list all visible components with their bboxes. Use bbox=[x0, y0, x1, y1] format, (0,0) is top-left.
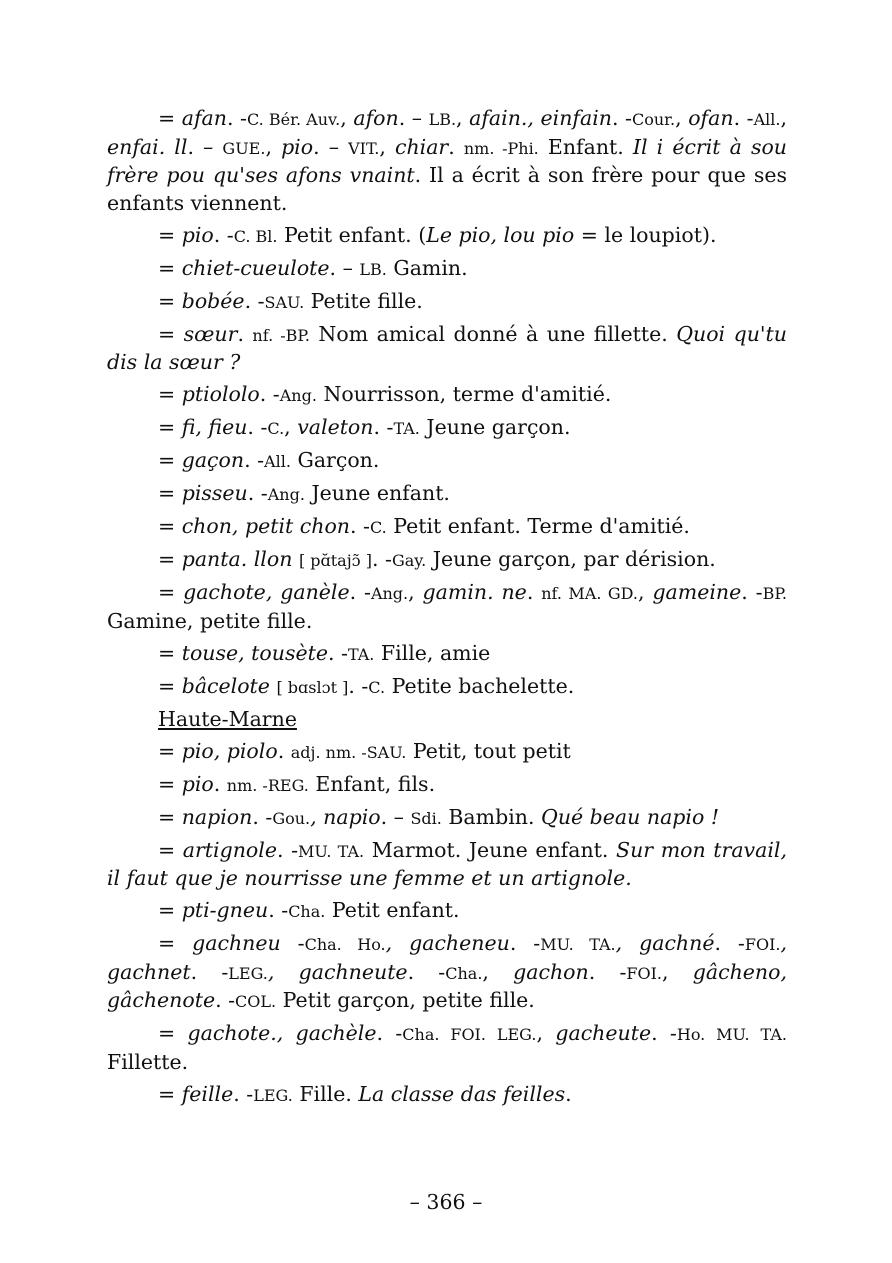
entry-text: = bbox=[158, 288, 182, 313]
dictionary-page-text bbox=[107, 105, 787, 1114]
entry-text: . - bbox=[741, 580, 763, 604]
entry-text: . - bbox=[190, 959, 229, 984]
entry-abbreviation: Cha. Ho. bbox=[304, 935, 386, 954]
entry-text: = bbox=[158, 514, 182, 538]
entry-text: . - bbox=[611, 106, 632, 130]
entry-text: Gamine, petite fille. bbox=[107, 608, 313, 633]
entry-text: , bbox=[379, 134, 395, 159]
entry-text: Marmot. Jeune enfant. bbox=[364, 837, 617, 862]
entry-headword: ptiololo bbox=[181, 382, 260, 406]
entry-text: Jeune enfant. bbox=[304, 481, 450, 505]
entry-text: . - bbox=[373, 415, 394, 439]
entry-abbreviation: MU. TA. bbox=[298, 841, 365, 861]
entry-abbreviation: FOI. bbox=[626, 963, 663, 983]
entry-text: Petit enfant. Terme d'amitié. bbox=[386, 514, 690, 538]
entry-text: . bbox=[448, 134, 464, 159]
entry-text: . - bbox=[213, 222, 234, 247]
entry-text: Nourrisson, terme d'amitié. bbox=[316, 382, 612, 406]
entry-text: = bbox=[158, 106, 182, 130]
entry-text: . - bbox=[259, 382, 280, 406]
entry-abbreviation: VIT. bbox=[348, 138, 380, 158]
entry-text: Petite fille. bbox=[304, 288, 423, 313]
entry-headword: pio bbox=[181, 771, 214, 796]
entry-text: Nom amical donné à une fillette. bbox=[309, 321, 677, 346]
entry-text: = bbox=[158, 321, 184, 346]
entry-text: , bbox=[675, 106, 689, 130]
entry-text: Jeune garçon. bbox=[419, 415, 571, 439]
entry-text: Gamin. bbox=[386, 255, 468, 280]
entry-text: . - bbox=[247, 481, 268, 505]
entry-abbreviation: Sdi. bbox=[410, 808, 442, 828]
dictionary-entry bbox=[107, 288, 787, 317]
dictionary-entry bbox=[107, 546, 787, 575]
entry-headword: touse, tousète bbox=[181, 640, 328, 665]
section-heading: Haute-Marne bbox=[158, 706, 297, 731]
entry-abbreviation: Ho. MU. TA. bbox=[676, 1025, 787, 1044]
entry-text: = le loupiot). bbox=[574, 222, 717, 247]
entry-text: . - bbox=[371, 547, 392, 571]
entry-text: Bambin. bbox=[441, 804, 542, 829]
entry-abbreviation: LEG. bbox=[228, 963, 268, 983]
entry-text: , bbox=[456, 106, 470, 130]
entry-text: . - bbox=[509, 931, 541, 955]
entry-text: . - bbox=[247, 415, 268, 439]
entry-text: = bbox=[158, 771, 182, 796]
entry-text: Jeune garçon, par dérision. bbox=[426, 547, 716, 571]
entry-abbreviation: nm. -REG. bbox=[226, 775, 309, 795]
entry-headword: gachon bbox=[513, 959, 589, 984]
entry-abbreviation: C. Bl. bbox=[233, 226, 278, 246]
entry-abbreviation: nf. -BP. bbox=[252, 325, 310, 345]
entry-text: = bbox=[158, 448, 182, 472]
entry-headword: feille bbox=[181, 1081, 234, 1106]
entry-headword: gachote., gachèle bbox=[187, 1021, 377, 1045]
entry-text: . - bbox=[349, 580, 371, 604]
entry-abbreviation: COL. bbox=[235, 992, 277, 1011]
dictionary-entry bbox=[107, 837, 787, 893]
entry-text: = bbox=[158, 1081, 182, 1106]
entry-headword: pio, piolo bbox=[181, 738, 278, 763]
dictionary-entry bbox=[107, 447, 787, 476]
entry-text: = bbox=[158, 738, 182, 763]
entry-text: . - bbox=[244, 448, 265, 472]
dictionary-entry bbox=[107, 414, 787, 443]
dictionary-entry bbox=[107, 1081, 787, 1110]
dictionary-entry bbox=[107, 255, 787, 284]
entry-headword: Qué beau napio ! bbox=[541, 804, 720, 829]
entry-text: = bbox=[158, 837, 183, 862]
entry-headword: , gachnet bbox=[107, 931, 788, 984]
entry-text: = bbox=[158, 382, 182, 406]
entry-abbreviation: BP. bbox=[762, 584, 787, 603]
entry-abbreviation: TA. bbox=[393, 419, 420, 438]
entry-headword: pio bbox=[181, 222, 214, 247]
entry-text: . - bbox=[233, 1081, 254, 1106]
entry-text: . - bbox=[327, 640, 348, 665]
entry-text: = bbox=[158, 481, 182, 505]
entry-text: Petit enfant. ( bbox=[277, 222, 427, 247]
entry-text: = bbox=[158, 222, 182, 247]
entry-text: . bbox=[277, 738, 291, 763]
entry-abbreviation: Ang. bbox=[267, 485, 305, 504]
entry-headword: bâcelote bbox=[181, 673, 270, 698]
dictionary-entry bbox=[107, 897, 787, 926]
entry-text: Petit enfant. bbox=[325, 898, 460, 922]
entry-text: Enfant, fils. bbox=[308, 771, 436, 796]
entry-abbreviation: Ang. bbox=[279, 386, 317, 405]
dictionary-entry bbox=[107, 930, 787, 1016]
dictionary-entry bbox=[107, 381, 787, 410]
entry-headword: Il i écrit à sou frère pou qu'ses afons vnaint bbox=[107, 134, 788, 187]
entry-abbreviation: C. Bér. Auv. bbox=[246, 110, 341, 129]
entry-abbreviation: [ pɑ̆tajɔ̃ ] bbox=[298, 551, 372, 570]
entry-headword: enfai. ll bbox=[107, 134, 188, 159]
entry-text: . bbox=[565, 1081, 572, 1106]
entry-headword: gaçon bbox=[181, 448, 245, 472]
entry-abbreviation: Cha. bbox=[445, 963, 483, 983]
entry-text: = bbox=[158, 547, 182, 571]
entry-text: - bbox=[280, 931, 305, 955]
dictionary-entry bbox=[107, 222, 787, 251]
entry-text: . - bbox=[244, 288, 265, 313]
entry-headword: Sur mon travail, il faut que je nourrisse une femme et un artignole. bbox=[107, 837, 787, 890]
entry-headword: chiet-cueulote bbox=[181, 255, 330, 280]
entry-text: . - bbox=[407, 959, 446, 984]
entry-abbreviation: Gou. bbox=[272, 808, 311, 828]
entry-text: . - bbox=[276, 837, 298, 862]
dictionary-entry bbox=[107, 513, 787, 542]
entry-text: . - bbox=[588, 959, 627, 984]
dictionary-entry bbox=[107, 105, 787, 217]
entry-headword: pio bbox=[281, 134, 314, 159]
entry-text: . – bbox=[380, 804, 411, 829]
entry-text: = bbox=[158, 898, 182, 922]
entry-abbreviation: Cha. bbox=[288, 902, 326, 921]
entry-text: = bbox=[158, 804, 182, 829]
entry-text: Petite bachelette. bbox=[385, 673, 575, 698]
entry-text: = bbox=[158, 415, 182, 439]
entry-text: . Il a écrit à son frère pour que ses enfants viennent. bbox=[107, 163, 787, 215]
entry-abbreviation: LEG. bbox=[253, 1085, 293, 1105]
entry-abbreviation: Cour. bbox=[631, 110, 676, 129]
entry-text: , bbox=[408, 580, 423, 604]
entry-headword: valeton bbox=[297, 415, 374, 439]
dictionary-entry bbox=[107, 640, 787, 669]
entry-headword: , napio bbox=[310, 804, 381, 829]
entry-headword: , gachneute bbox=[267, 959, 408, 984]
dictionary-entry bbox=[107, 673, 787, 702]
entry-text: . – bbox=[187, 134, 223, 159]
dictionary-entry bbox=[107, 738, 787, 767]
entry-text: . – bbox=[329, 255, 360, 280]
entry-headword: pti-gneu bbox=[181, 898, 269, 922]
dictionary-entry bbox=[107, 480, 787, 509]
entry-text: Petit, tout petit bbox=[406, 738, 571, 763]
entry-headword: artignole bbox=[182, 837, 277, 862]
entry-text: . bbox=[237, 321, 253, 346]
entry-text: . - bbox=[350, 514, 370, 538]
entry-headword: gachneu bbox=[192, 931, 281, 955]
entry-abbreviation: Ang. bbox=[370, 584, 409, 603]
entry-headword: gâcheno, gâchenote bbox=[107, 959, 787, 1012]
entry-text: Fille, amie bbox=[374, 640, 491, 665]
entry-text: Fillette. bbox=[107, 1049, 189, 1074]
entry-text: = bbox=[158, 580, 184, 604]
entry-headword: panta. llon bbox=[181, 547, 293, 571]
entry-text: = bbox=[158, 255, 182, 280]
entry-abbreviation: TA. bbox=[347, 644, 375, 664]
entry-headword: sœur bbox=[183, 321, 238, 346]
entry-text: , bbox=[284, 415, 298, 439]
entry-headword: afan bbox=[181, 106, 227, 130]
dictionary-entry bbox=[107, 804, 787, 833]
entry-abbreviation: All. bbox=[264, 452, 291, 471]
entry-text: . bbox=[213, 771, 227, 796]
entry-text: Fille. bbox=[292, 1081, 359, 1106]
entry-abbreviation: LB. bbox=[359, 259, 387, 279]
entry-abbreviation: [ bɑslɔt ] bbox=[276, 677, 349, 697]
entry-abbreviation: Gay. bbox=[391, 551, 427, 570]
entry-text: . - bbox=[215, 988, 236, 1012]
entry-text: = bbox=[158, 640, 182, 665]
entry-headword: fi, fieu bbox=[181, 415, 248, 439]
entry-text: , bbox=[265, 134, 282, 159]
entry-text: . - bbox=[651, 1021, 677, 1045]
entry-headword: Quoi qu'tu dis la sœur ? bbox=[107, 321, 787, 374]
entry-abbreviation: Cha. FOI. LEG. bbox=[402, 1025, 537, 1044]
entry-text: = bbox=[158, 673, 182, 698]
entry-abbreviation: SAU. bbox=[264, 292, 305, 312]
entry-text: , bbox=[662, 959, 693, 984]
page-number: – 366 – bbox=[409, 1190, 483, 1214]
entry-text: . - bbox=[376, 1021, 403, 1045]
entry-text: Petit garçon, petite fille. bbox=[276, 988, 535, 1012]
entry-text: . - bbox=[226, 106, 247, 130]
dictionary-entry bbox=[107, 1020, 787, 1076]
entry-headword: chiar bbox=[394, 134, 449, 159]
entry-text: . - bbox=[714, 931, 745, 955]
entry-abbreviation: GUE. bbox=[222, 138, 266, 158]
entry-headword: gamin. ne bbox=[422, 580, 527, 604]
dictionary-entry bbox=[107, 579, 787, 635]
entry-abbreviation: All. bbox=[753, 110, 781, 129]
entry-text: . bbox=[526, 580, 542, 604]
entry-text: . – bbox=[398, 106, 429, 130]
entry-headword: gacheute bbox=[555, 1021, 652, 1045]
entry-headword: , gacheneu bbox=[385, 931, 510, 955]
entry-headword: gameine bbox=[652, 580, 742, 604]
entry-text: , bbox=[340, 106, 354, 130]
entry-headword: afain., einfain bbox=[469, 106, 612, 130]
entry-headword: napion bbox=[181, 804, 253, 829]
entry-text: . - bbox=[252, 804, 273, 829]
entry-abbreviation: MU. TA. bbox=[540, 935, 616, 954]
entry-text: = bbox=[158, 931, 193, 955]
entry-text: . - bbox=[348, 673, 369, 698]
entry-abbreviation: adj. nm. -SAU. bbox=[290, 742, 407, 762]
entry-text: . - bbox=[268, 898, 289, 922]
entry-text: . – bbox=[313, 134, 349, 159]
entry-headword: Le pio, lou pio bbox=[426, 222, 575, 247]
entry-text: Garçon. bbox=[290, 448, 380, 472]
entry-text: , bbox=[780, 106, 787, 130]
entry-text: . - bbox=[733, 106, 754, 130]
entry-headword: , gachné bbox=[615, 931, 715, 955]
entry-text: , bbox=[482, 959, 514, 984]
entry-headword: chon, petit chon bbox=[181, 514, 350, 538]
entry-abbreviation: LB. bbox=[428, 110, 457, 129]
entry-headword: bobée bbox=[181, 288, 245, 313]
entry-abbreviation: C. bbox=[368, 677, 386, 697]
entry-abbreviation: C. bbox=[267, 419, 285, 438]
entry-text: = bbox=[158, 1021, 188, 1045]
dictionary-entry bbox=[107, 706, 787, 734]
entry-abbreviation: C. bbox=[369, 518, 387, 537]
entry-headword: gachote, ganèle bbox=[183, 580, 350, 604]
entry-text: , bbox=[638, 580, 653, 604]
entry-headword: afon bbox=[353, 106, 399, 130]
dictionary-entry bbox=[107, 321, 787, 377]
entry-headword: La classe das feilles bbox=[358, 1081, 566, 1106]
entry-headword: ofan bbox=[688, 106, 734, 130]
dictionary-entry bbox=[107, 771, 787, 800]
entry-abbreviation: FOI. bbox=[744, 935, 781, 954]
entry-headword: pisseu bbox=[181, 481, 248, 505]
entry-abbreviation: nf. MA. GD. bbox=[541, 584, 639, 603]
entry-text: Enfant. bbox=[538, 134, 633, 159]
entry-text: , bbox=[536, 1021, 556, 1045]
entry-abbreviation: nm. -Phi. bbox=[463, 138, 539, 158]
